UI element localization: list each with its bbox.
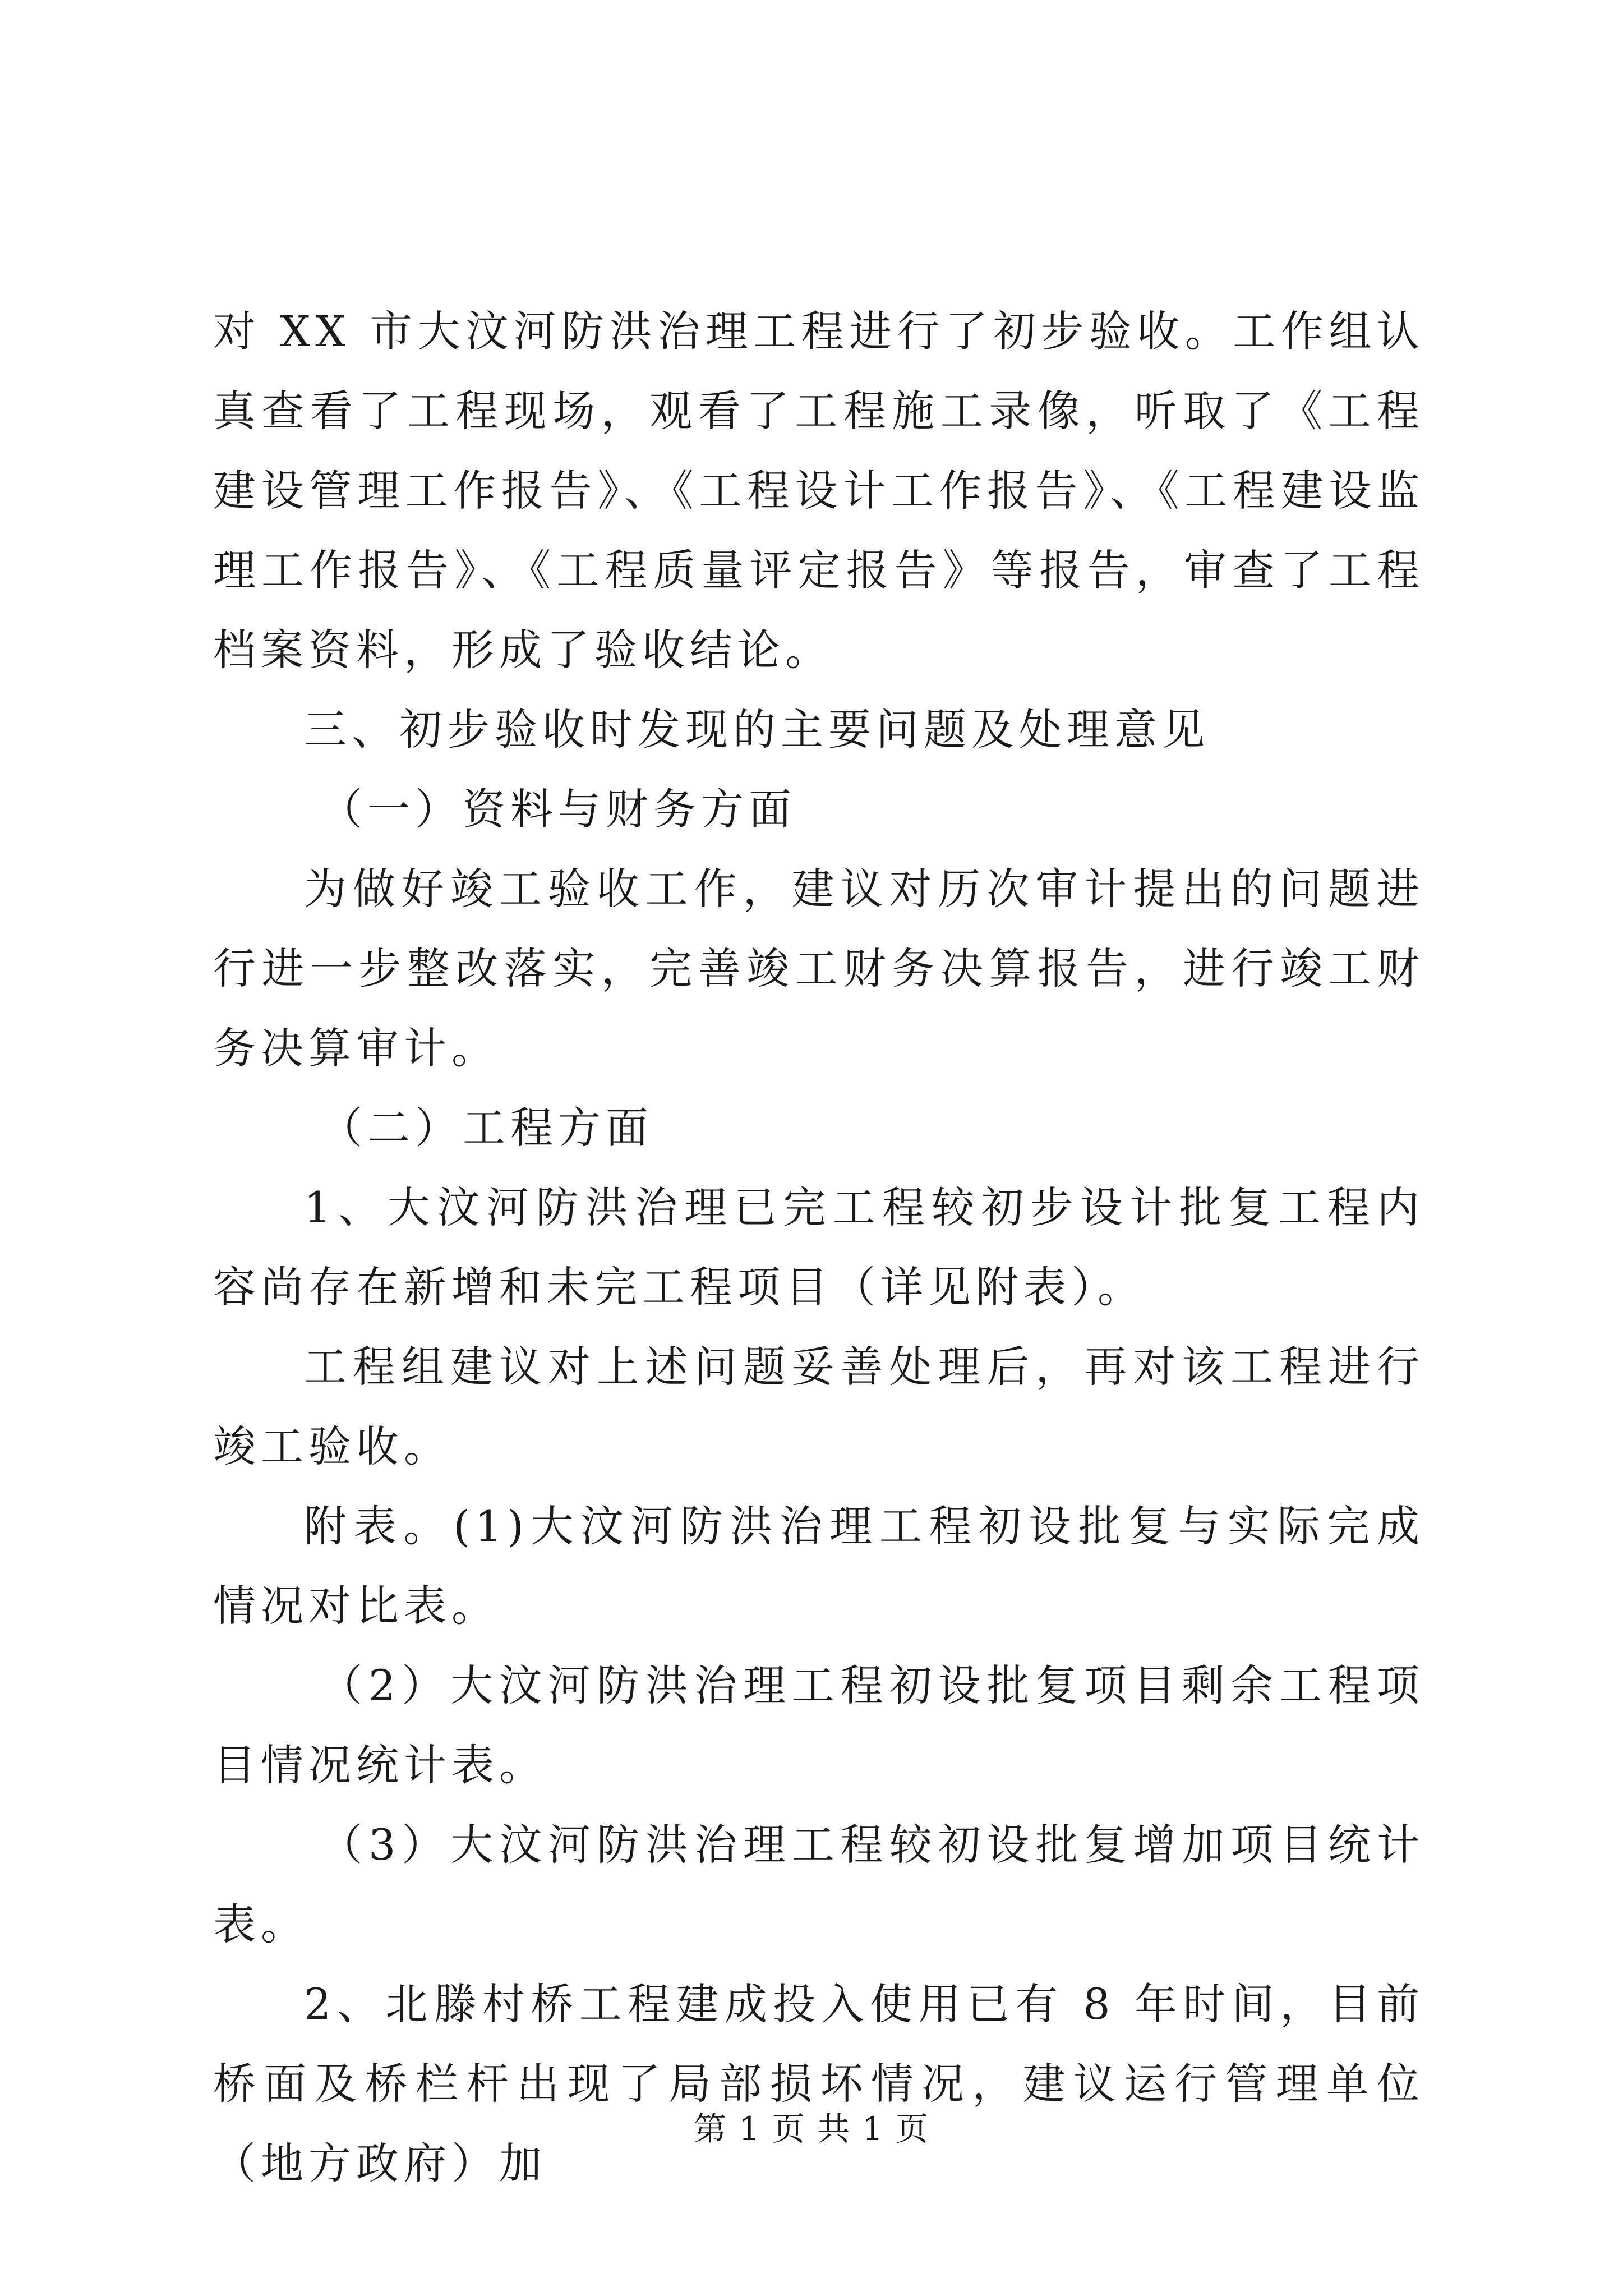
paragraph-group-recommendation: 工程组建议对上述问题妥善处理后，再对该工程进行竣工验收。 xyxy=(213,1342,1424,1471)
page-footer xyxy=(0,2106,1623,2151)
subheading-data-finance: （一）资料与财务方面 xyxy=(320,784,796,834)
paragraph-appendix-3: （3）大汶河防洪治理工程较初设批复增加项目统计表。 xyxy=(213,1820,1424,1949)
page-number-label: 第 1 页 共 1 页 xyxy=(694,2110,929,2148)
paragraph-appendix-1: 附表。(1)大汶河防洪治理工程初设批复与实际完成情况对比表。 xyxy=(213,1501,1424,1631)
paragraph-appendix-2: （2）大汶河防洪治理工程初设批复项目剩余工程项目情况统计表。 xyxy=(213,1660,1424,1790)
paragraph-item-2: 2、北滕村桥工程建成投入使用已有 8 年时间，目前桥面及桥栏杆出现了局部损坏情况，建议运行管理单位（地方政府）加 xyxy=(213,1979,1424,2188)
paragraph-finance-recommendation: 为做好竣工验收工作，建议对历次审计提出的问题进行进一步整改落实，完善竣工财务决算报告，进行竣工财务决算审计。 xyxy=(213,864,1424,1073)
paragraph-acceptance-summary: 对 XX 市大汶河防洪治理工程进行了初步验收。工作组认真查看了工程现场，观看了工程施工录像，听取了《工程建设管理工作报告》、《工程设计工作报告》、《工程建设监理工作报告》、《工程质量评定报告》等报告，审查了工程档案资料，形成了验收结论。 xyxy=(213,306,1424,675)
section-heading-issues: 三、初步验收时发现的主要问题及处理意见 xyxy=(304,705,1210,754)
document-body xyxy=(213,292,1424,2203)
subheading-engineering: （二）工程方面 xyxy=(320,1103,653,1153)
paragraph-item-1: 1、大汶河防洪治理已完工程较初步设计批复工程内容尚存在新增和未完工程项目（详见附表）。 xyxy=(213,1182,1424,1312)
